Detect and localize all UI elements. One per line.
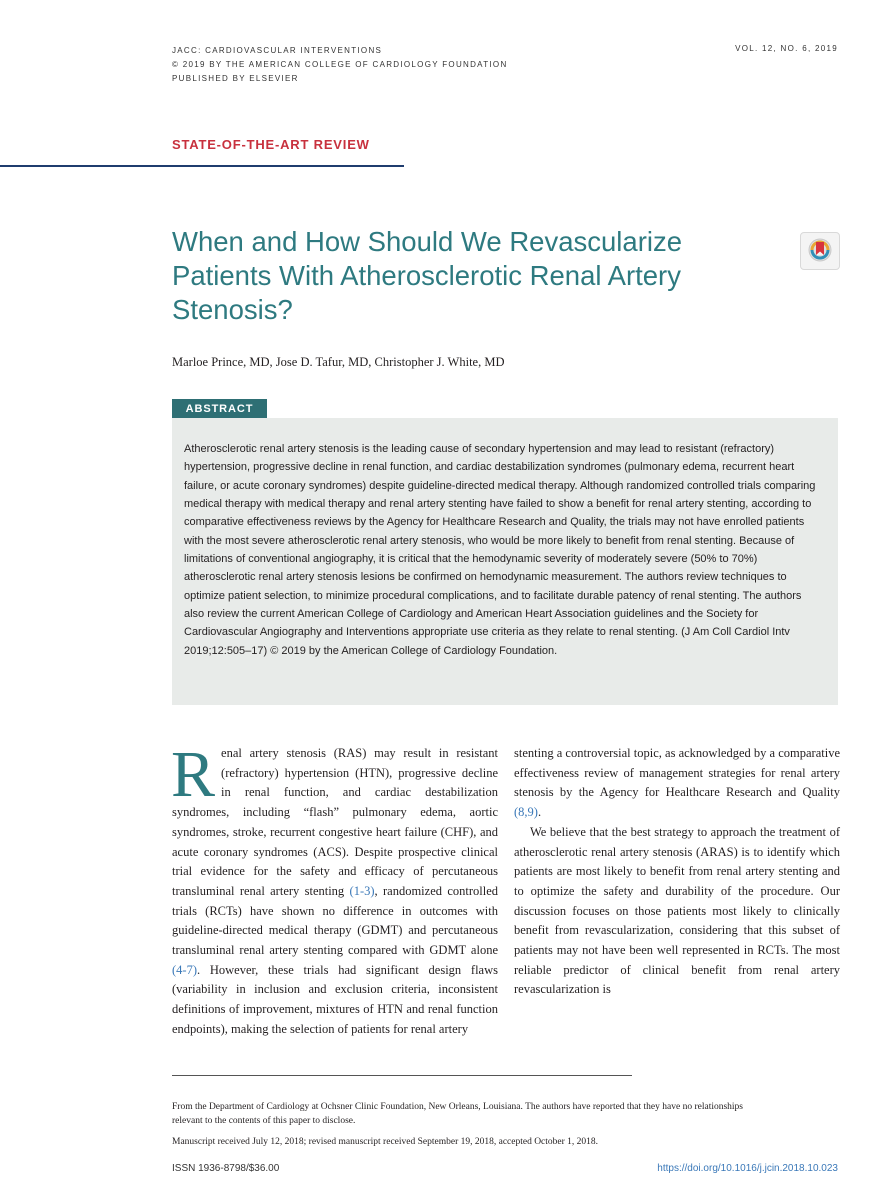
body-paragraph-1-continued — [514, 744, 840, 823]
body-paragraph-1 — [171, 738, 498, 1040]
volume-info: VOL. 12, NO. 6, 2019 — [735, 44, 838, 53]
section-label: STATE-OF-THE-ART REVIEW — [172, 137, 370, 152]
article-title: When and How Should We Revascularize Patients With Atherosclerotic Renal Artery Stenosis? — [172, 226, 683, 325]
body-text: . However, these trials had significant design flaws (variability in inclusion and exclusion criteria, inconsistent definitions of improvement, mixtures of HTN and renal function endpoints), making the selection of patients for renal artery — [172, 962, 498, 1036]
crossmark-icon-graphic — [807, 237, 833, 265]
body-paragraph-2: We believe that the best strategy to approach the treatment of atherosclerotic renal artery stenosis (ARAS) is to identify which patients are most likely to benefit from renal artery stenting and to optimize the safety and durability of the procedure. Our discussion focuses on those patients most likely to clinically benefit from revascularization, considering that this subset of patients may not have been well represented in RCTs. The most reliable predictor of clinical benefit from renal artery revascularization is — [514, 824, 840, 997]
crossmark-icon[interactable] — [800, 232, 840, 270]
affiliation-footnote: From the Department of Cardiology at Ochsner Clinic Foundation, New Orleans, Louisiana. The authors have reported that they have no relationships relevant to the contents of this paper to disclose. — [172, 1102, 744, 1126]
reference-link[interactable]: (1-3) — [349, 883, 375, 898]
body-text: , randomized controlled trials (RCTs) have shown no difference in outcomes with guideline-directed medical therapy (GDMT) and percutaneous transluminal renal artery stenting compared with GDMT alone — [172, 883, 498, 958]
copyright-line: © 2019 BY THE AMERICAN COLLEGE OF CARDIOLOGY FOUNDATION — [172, 60, 508, 69]
author-list: Marloe Prince, MD, Jose D. Tafur, MD, Christopher J. White, MD — [172, 355, 505, 369]
publisher-line: PUBLISHED BY ELSEVIER — [172, 74, 299, 83]
abstract-tab: ABSTRACT — [172, 399, 267, 418]
body-text: enal artery stenosis (RAS) may result in resistant (refractory) hypertension (HTN), progressive decline in renal function, and cardiac destabilization syndromes, including “flash” pulmonary edema, aortic syndromes, stroke, recurrent congestive heart failure (CHF), and acute coronary syndromes (ACS). Despite prospective clinical trial evidence for the safety and efficacy of percutaneous transluminal renal artery stenting — [172, 746, 498, 898]
body-text: stenting a controversial topic, as acknowledged by a comparative effectiveness review of management strategies for renal artery stenosis by the Agency for Healthcare Research and Quality — [514, 746, 840, 800]
reference-link[interactable]: (4-7) — [172, 962, 197, 977]
received-footnote: Manuscript received July 12, 2018; revised manuscript received September 19, 2018, accepted October 1, 2018. — [172, 1137, 599, 1147]
body-column-2 — [514, 744, 840, 1000]
journal-name: JACC: CARDIOVASCULAR INTERVENTIONS — [172, 46, 383, 55]
issn: ISSN 1936-8798/$36.00 — [172, 1163, 280, 1174]
body-column-1 — [171, 738, 498, 1040]
abstract-text: Atherosclerotic renal artery stenosis is the leading cause of secondary hypertension and may lead to resistant (refractory) hypertension, progressive decline in renal function, and cardiac destabilization syndromes (pulmonary edema, recurrent heart failure, or acute coronary syndromes) despite guideline-directed medical therapy. Although randomized controlled trials comparing medical therapy with medical therapy and renal artery stenting have failed to show a benefit for renal artery stenting, according to comparative effectiveness reviews by the Agency for Healthcare Research and Quality, the trials may not have enrolled patients with the most severe atherosclerotic renal artery stenosis, who would be more likely to benefit from renal stenting. Because of limitations of conventional angiography, it is critical that the hemodynamic severity of moderately severe (50% to 70%) atherosclerotic renal artery stenosis lesions be confirmed on hemodynamic measurement. The authors review techniques to optimize patient selection, to minimize procedural complications, and to facilitate durable patency of renal stenting. The authors also review the current American College of Cardiology and American Heart Association guidelines and the Society for Cardiovascular Angiography and Interventions appropriate use criteria as they relate to renal stenting. (J Am Coll Cardiol Intv 2019;12:505–17) © 2019 by the American College of Cardiology Foundation. — [184, 443, 816, 657]
footnote-divider — [172, 1075, 632, 1076]
body-text: . — [537, 805, 542, 820]
doi-link[interactable]: https://doi.org/10.1016/j.jcin.2018.10.023 — [657, 1163, 838, 1174]
journal-header — [172, 44, 508, 86]
reference-link[interactable]: (8,9) — [514, 805, 538, 820]
section-divider — [0, 165, 404, 167]
dropcap: R — [171, 738, 216, 811]
